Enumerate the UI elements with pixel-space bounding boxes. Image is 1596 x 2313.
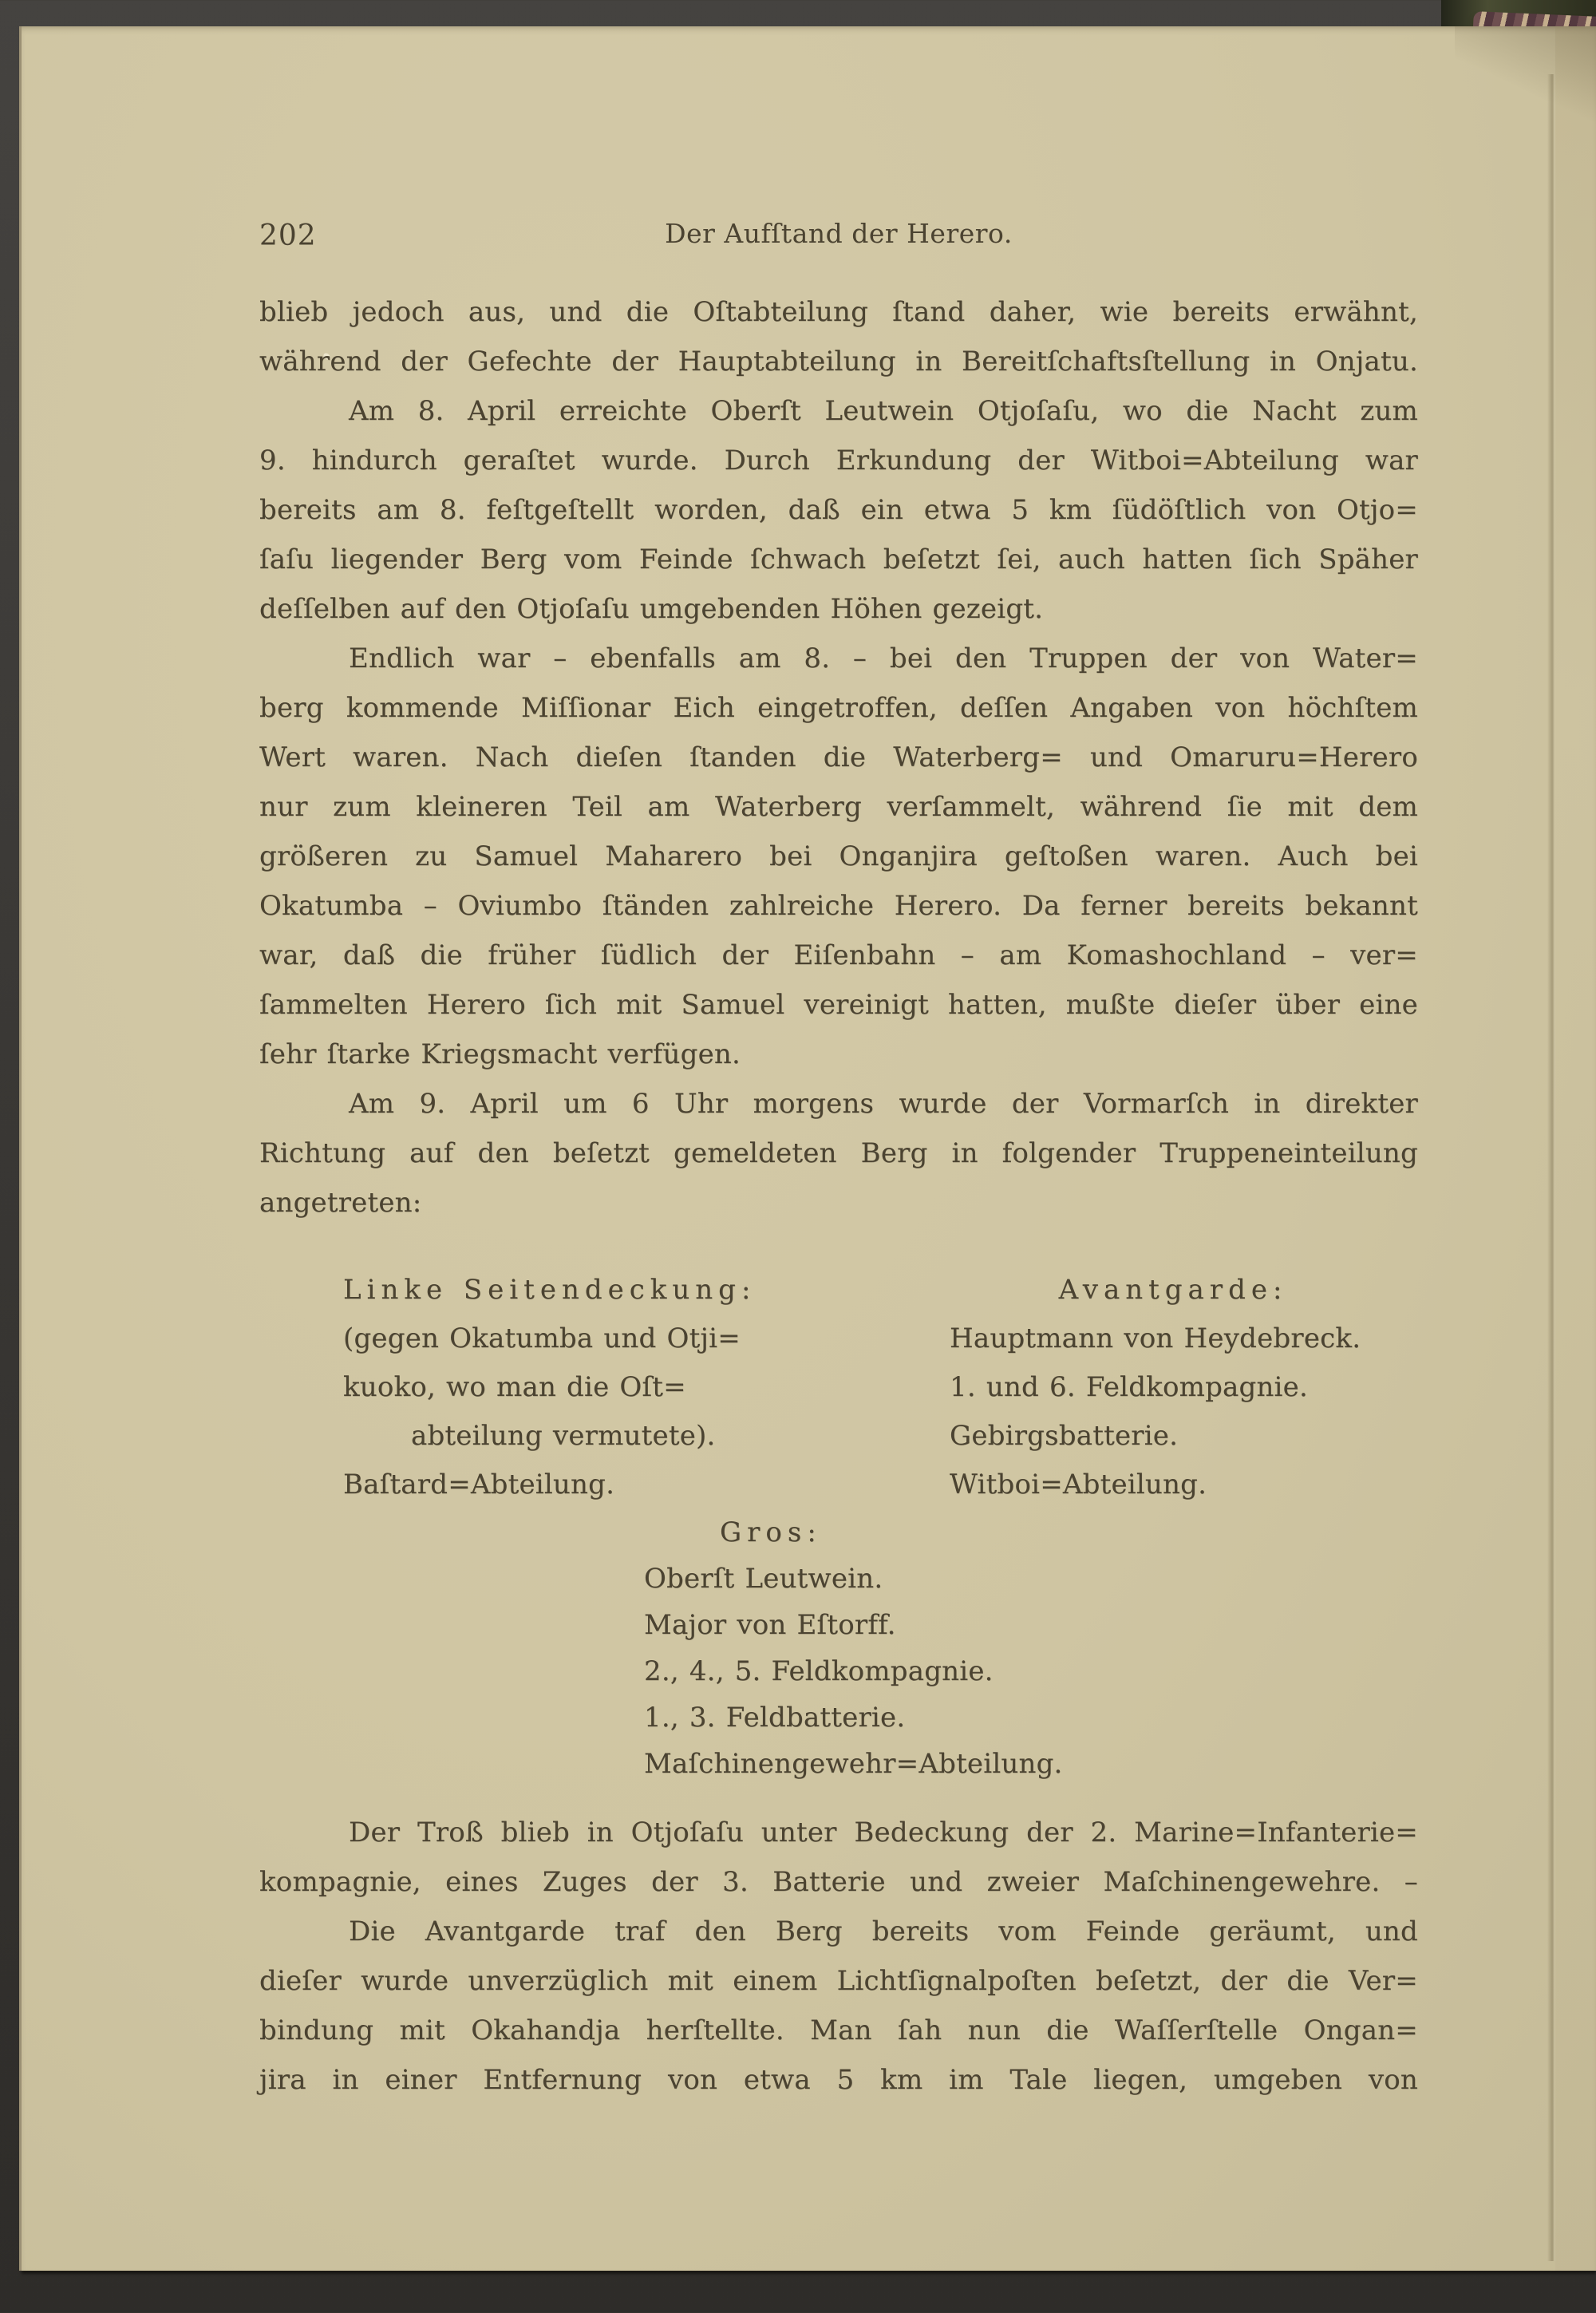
column-line: Gebirgsbatterie. (950, 1420, 1179, 1452)
body-line: kompagnie, eines Zuges der 3. Batterie und zweier Maſchinengewehre. – (259, 1866, 1418, 1898)
paragraph-april-9 (259, 1079, 1418, 1228)
body-line: Der Troß blieb in Otjoſaſu unter Bedeckung der 2. Marine=Infanterie= (349, 1817, 1418, 1848)
body-line: bereits am 8. feſtgeſtellt worden, daß ein etwa 5 km ſüdöſtlich von Otjo= (259, 494, 1418, 526)
body-line: ſehr ſtarke Kriegsmacht verfügen. (259, 1038, 741, 1070)
body-line: nur zum kleineren Teil am Waterberg verſammelt, während ſie mit dem (259, 791, 1418, 823)
page-number: 202 (259, 219, 317, 252)
paragraph-april-8 (259, 386, 1418, 634)
column-line: Baſtard=Abteilung. (343, 1469, 615, 1500)
running-head (259, 218, 1418, 258)
page-edge-strip (1555, 26, 1596, 2271)
body-line: jira in einer Entfernung von etwa 5 km im Tale liegen, umgeben von (259, 2064, 1418, 2096)
body-line: war, daß die früher ſüdlich der Eiſenbahn – am Komashochland – ver= (259, 939, 1418, 971)
column-heading-left: Linke Seitendeckung: (343, 1274, 757, 1306)
column-line: Witboi=Abteilung. (950, 1469, 1207, 1500)
column-line: Hauptmann von Heydebreck. (950, 1323, 1361, 1354)
gros-heading: Gros: (720, 1516, 822, 1548)
body-line: deſſelben auf den Otjoſaſu umgebenden Höhen gezeigt. (259, 593, 1044, 625)
body-line: 9. hindurch geraſtet wurde. Durch Erkundung der Witboi=Abteilung war (259, 445, 1418, 476)
avantgarde-column (950, 1266, 1396, 1509)
body-line: dieſer wurde unverzüglich mit einem Lichtſignalpoſten beſetzt, der die Ver= (259, 1965, 1418, 1997)
body-line: Wert waren. Nach dieſen ſtanden die Waterberg= und Omaruru=Herero (259, 741, 1418, 773)
troop-columns (259, 1266, 1418, 1509)
page-sheet (22, 26, 1596, 2271)
body-line: blieb jedoch aus, und die Oſtabteilung ſtand daher, wie bereits erwähnt, (259, 296, 1418, 328)
gros-line: 2., 4., 5. Feldkompagnie. (644, 1655, 994, 1687)
body-line: angetreten: (259, 1187, 422, 1219)
body-line: Endlich war – ebenfalls am 8. – bei den Truppen der von Water= (349, 642, 1418, 674)
body-line: Richtung auf den beſetzt gemeldeten Berg in folgender Truppeneinteilung (259, 1137, 1418, 1169)
body-text (259, 287, 1418, 2105)
body-line: Am 9. April um 6 Uhr morgens wurde der Vormarſch in direkter (349, 1088, 1418, 1120)
body-line: ſammelten Herero ſich mit Samuel vereinigt hatten, mußte dieſer über eine (259, 989, 1418, 1021)
paragraph-missionar-eich (259, 634, 1418, 1079)
body-line: Am 8. April erreichte Oberſt Leutwein Otjoſaſu, wo die Nacht zum (349, 395, 1418, 427)
paragraph-avantgarde-berg (259, 1907, 1418, 2105)
body-line: berg kommende Miſſionar Eich eingetroffen, deſſen Angaben von höchſtem (259, 692, 1418, 724)
paragraph-continuation (259, 287, 1418, 386)
column-line: 1. und 6. Feldkompagnie. (950, 1371, 1308, 1403)
column-line: (gegen Okatumba und Otji= (343, 1323, 741, 1354)
column-heading-right: Avantgarde: (1058, 1274, 1288, 1306)
column-line: kuoko, wo man die Oſt= (343, 1371, 686, 1403)
body-line: größeren zu Samuel Maharero bei Onganjira geſtoßen waren. Auch bei (259, 840, 1418, 872)
body-line: ſaſu liegender Berg vom Feinde ſchwach beſetzt ſei, auch hatten ſich Späher (259, 544, 1418, 575)
gros-section (644, 1509, 1418, 1787)
gros-line: Maſchinengewehr=Abteilung. (644, 1748, 1063, 1780)
body-line: während der Gefechte der Hauptabteilung in Bereitſchaftsſtellung in Onjatu. (259, 346, 1418, 378)
gros-line: Oberſt Leutwein. (644, 1563, 883, 1595)
page-fold-crease (1547, 74, 1555, 2261)
gros-line: Major von Eſtorff. (644, 1609, 896, 1641)
running-title: Der Aufſtand der Herero. (665, 218, 1013, 249)
corner-shadow (1455, 26, 1596, 146)
column-line: abteilung vermutete). (411, 1420, 716, 1452)
body-line: Die Avantgarde traf den Berg bereits vom Feinde geräumt, und (349, 1916, 1418, 1947)
gros-line: 1., 3. Feldbatterie. (644, 1702, 906, 1734)
paragraph-tross (259, 1808, 1418, 1907)
body-line: Okatumba – Oviumbo ſtänden zahlreiche Herero. Da ferner bereits bekannt (259, 890, 1418, 922)
body-line: bindung mit Okahandja herſtellte. Man ſah nun die Waſſerſtelle Ongan= (259, 2014, 1418, 2046)
left-flank-column (343, 1266, 858, 1509)
